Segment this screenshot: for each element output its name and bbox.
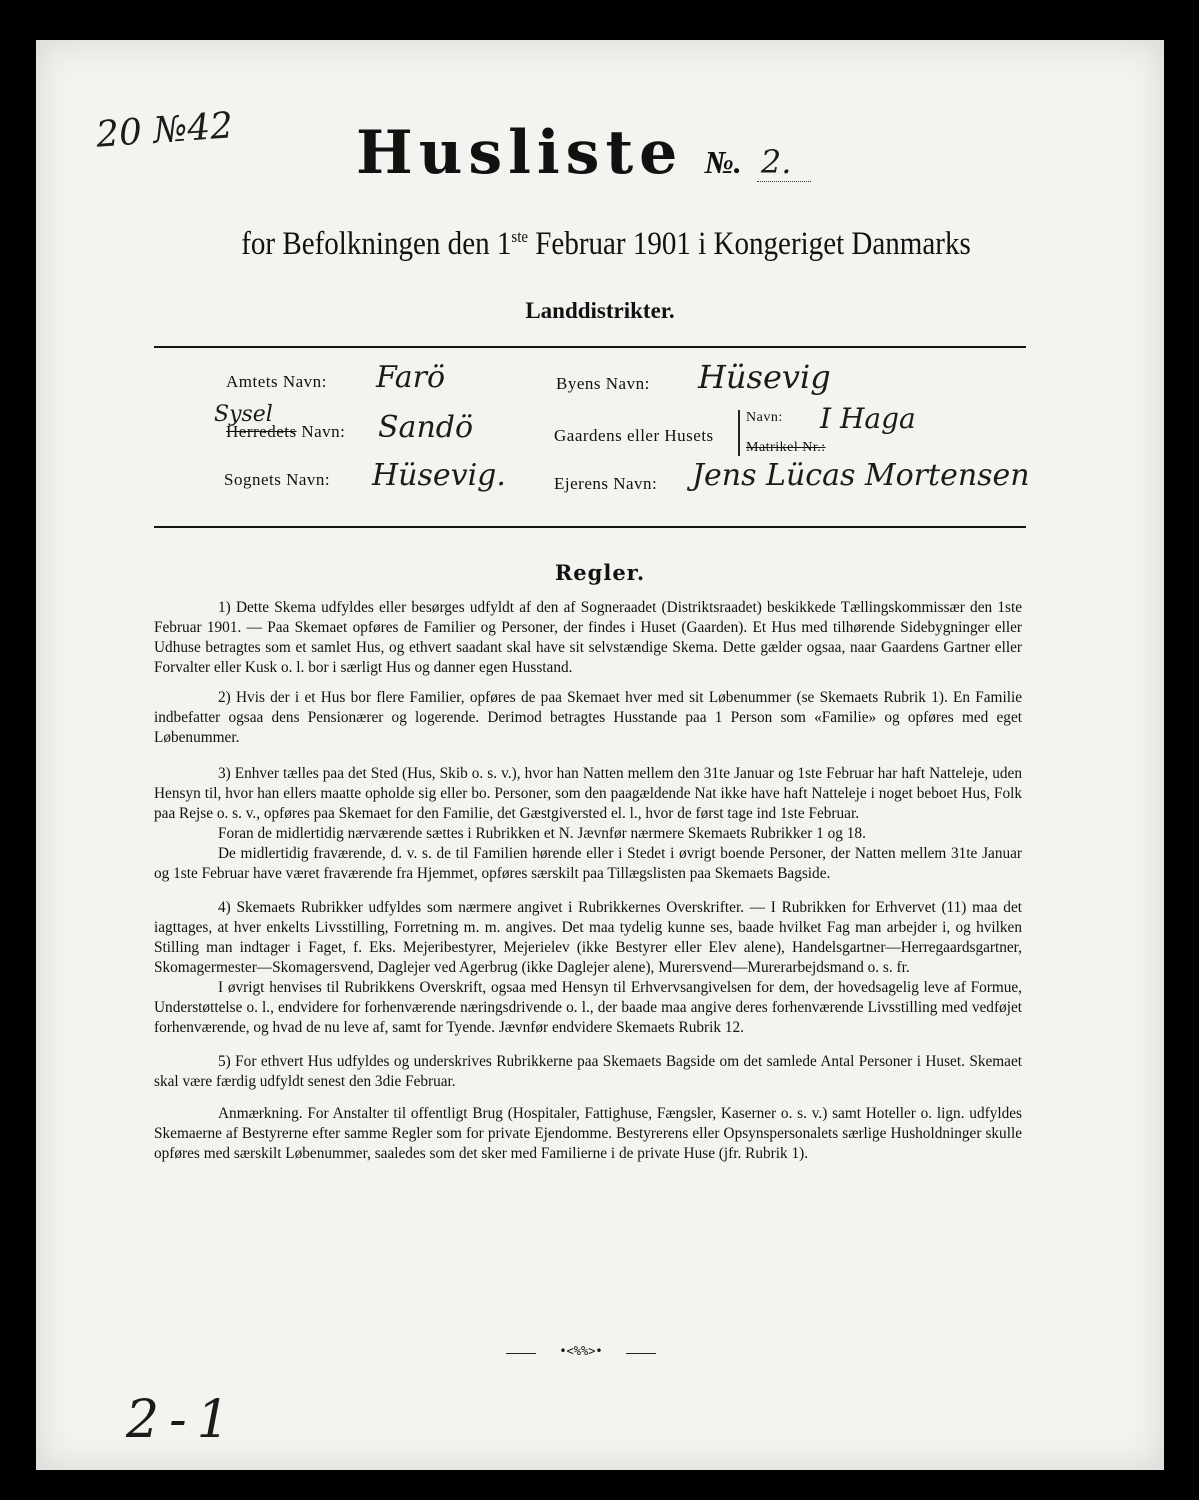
subtitle-pre: for Befolkningen den 1 bbox=[241, 226, 512, 262]
page-title: Husliste bbox=[356, 118, 684, 188]
ejer-value: Jens Lücas Mortensen bbox=[692, 458, 1030, 493]
rule-5: 5) For ethvert Hus udfyldes og underskrives Rubrikkerne paa Skemaets Bagside om det samlede Antal Personer i Huset. Skemaet skal være færdig udfyldt senest den 3die Februar. bbox=[154, 1053, 1022, 1090]
ejer-label: Ejerens Navn: bbox=[554, 474, 658, 493]
rules-heading: Regler. bbox=[554, 560, 646, 585]
herred-handwritten: Sysel bbox=[214, 402, 273, 427]
herred-label-row bbox=[226, 422, 345, 442]
title-block bbox=[356, 118, 916, 188]
rule-3: 3) Enhver tælles paa det Sted (Hus, Skib o. s. v.), hvor han Natten mellem den 31te Januar og 1ste Februar har haft Natteleje, uden Hensyn til, hvor han ellers maatte opholde sig eller bo. Personer, som den paagældende Nat ikke have haft Natteleje i noget beboet Hus, Folk paa Rejse o. s. v., opføres paa Skemaet for den Familie, det Gæstgiversted el. l., hvor de først tage ind 1ste Februar. bbox=[154, 765, 1022, 822]
subtitle bbox=[219, 226, 993, 263]
ornament: •<%%>• bbox=[536, 1344, 626, 1358]
gaard-bracket bbox=[738, 410, 740, 456]
corner-number: 20 №42 bbox=[94, 105, 235, 156]
rules-text bbox=[154, 598, 1022, 1164]
rule-1: 1) Dette Skema udfyldes eller besørges udfyldt af den af Sogneraadet (Distriktsraadet) beskikkede Tællingskommissær den 1ste Februar 1901. — Paa Skemaet opføres de Familier og Personer, der findes i Huset (Gaarden). Et Hus med tilhørende Sidebygninger eller Udhuse betragtes som et samlet Hus, og ethvert saadant skal have sit selvstændige Skema. Dette gælder ogsaa, naar Gaardens Gartner eller Forvalter eller Kusk o. l. bor i særligt Hus og danner egen Husstand. bbox=[154, 599, 1022, 676]
by-value: Hüsevig bbox=[698, 358, 831, 396]
title-number-value: 2. bbox=[757, 143, 812, 182]
rule-4-note: I øvrigt henvises til Rubrikkens Overskrift, ogsaa med Hensyn til Erhvervsangivelsen for dem, der hovedsagelig leve af Formue, Understøttelse o. l., endvidere for forhenværende næringsdrivende o. l., der baade maa angive deres forhenværende Livsstilling med vedføjet forhenværende, og hvad de nu leve af, samt for Tyende. Jævnfør endvidere Skemaets Rubrik 12. bbox=[154, 979, 1022, 1036]
herred-label-struck: Herredets bbox=[226, 422, 297, 441]
herred-value: Sandö bbox=[378, 410, 474, 445]
amt-value: Farö bbox=[376, 360, 446, 395]
gaard-navn-value: I Haga bbox=[820, 402, 916, 435]
top-rule bbox=[154, 346, 1026, 348]
subtitle-sup: ste bbox=[511, 227, 529, 246]
rule-annotation: Anmærkning. For Anstalter til offentligt Brug (Hospitaler, Fattighuse, Fængsler, Kaserner o. s. v.) samt Hoteller o. lign. udfyldes Skemaerne af Bestyrerne efter samme Regler som for private Ejendomme. Bestyrerens eller Opsynspersonalets særlige Husholdninger skulle opføres med særskilt Løbenummer, saaledes som det sker med Familierne i de private Huse (jfr. Rubrik 1). bbox=[154, 1105, 1022, 1162]
subtitle-post: Februar 1901 i Kongeriget Danmarks bbox=[535, 226, 971, 262]
gaard-label: Gaardens eller Husets bbox=[554, 426, 714, 445]
by-label: Byens Navn: bbox=[556, 374, 650, 393]
matrikel-label: Matrikel Nr.: bbox=[746, 440, 826, 455]
herred-label: Navn: bbox=[301, 422, 346, 441]
sogn-label: Sognets Navn: bbox=[224, 470, 331, 489]
bottom-rule bbox=[154, 526, 1026, 528]
bottom-mark: 2-1 bbox=[126, 1390, 240, 1450]
title-number-label: №. bbox=[704, 144, 742, 180]
rule-3-note-b: De midlertidig fraværende, d. v. s. de til Familien hørende eller i Stedet i øvrigt boende Personer, der Natten mellem 31te Januar og 1ste Februar have været fraværende fra Hjemmet, opføres særskilt paa Tillægslisten paa Skemaets Bagside. bbox=[154, 845, 1022, 882]
amt-label: Amtets Navn: bbox=[226, 372, 327, 391]
district-heading: Landdistrikter. bbox=[525, 298, 675, 323]
gaard-navn-label: Navn: bbox=[746, 410, 783, 425]
rule-4: 4) Skemaets Rubrikker udfyldes som nærmere angivet i Rubrikkernes Overskrifter. — I Rubrikken for Erhvervet (11) maa det iagttages, at hver enkelts Livsstilling, Forretning m. m. angives. Det maa tydelig kunne ses, baade hvilket Fag man arbejder i, og hvilken Stilling man indtager i Faget, f. Eks. Mejeribestyrer, Mejerielev (ikke Bestyrer eller Elev alene), Handelsgartner—Herregaardsgartner, Skomagermester—Skomagersvend, Daglejer ved Agerbrug (ikke Daglejer alene), Murersvend—Murerarbejdsmand o. s. fr. bbox=[154, 899, 1022, 976]
rule-2: 2) Hvis der i et Hus bor flere Familier, opføres de paa Skemaet hver med sit Løbenummer (se Skemaets Rubrik 1). En Familie indbefatter ogsaa dens Pensionærer og logerende. Derimod betragtes Husstande paa 1 Person som «Familie» og opføres med eget Løbenummer. bbox=[154, 689, 1022, 746]
rule-3-note-a: Foran de midlertidig nærværende sættes i Rubrikken et N. Jævnfør nærmere Skemaets Rubrikker 1 og 18. bbox=[218, 825, 866, 842]
sogn-value: Hüsevig. bbox=[372, 458, 506, 493]
census-form-page bbox=[36, 40, 1164, 1470]
